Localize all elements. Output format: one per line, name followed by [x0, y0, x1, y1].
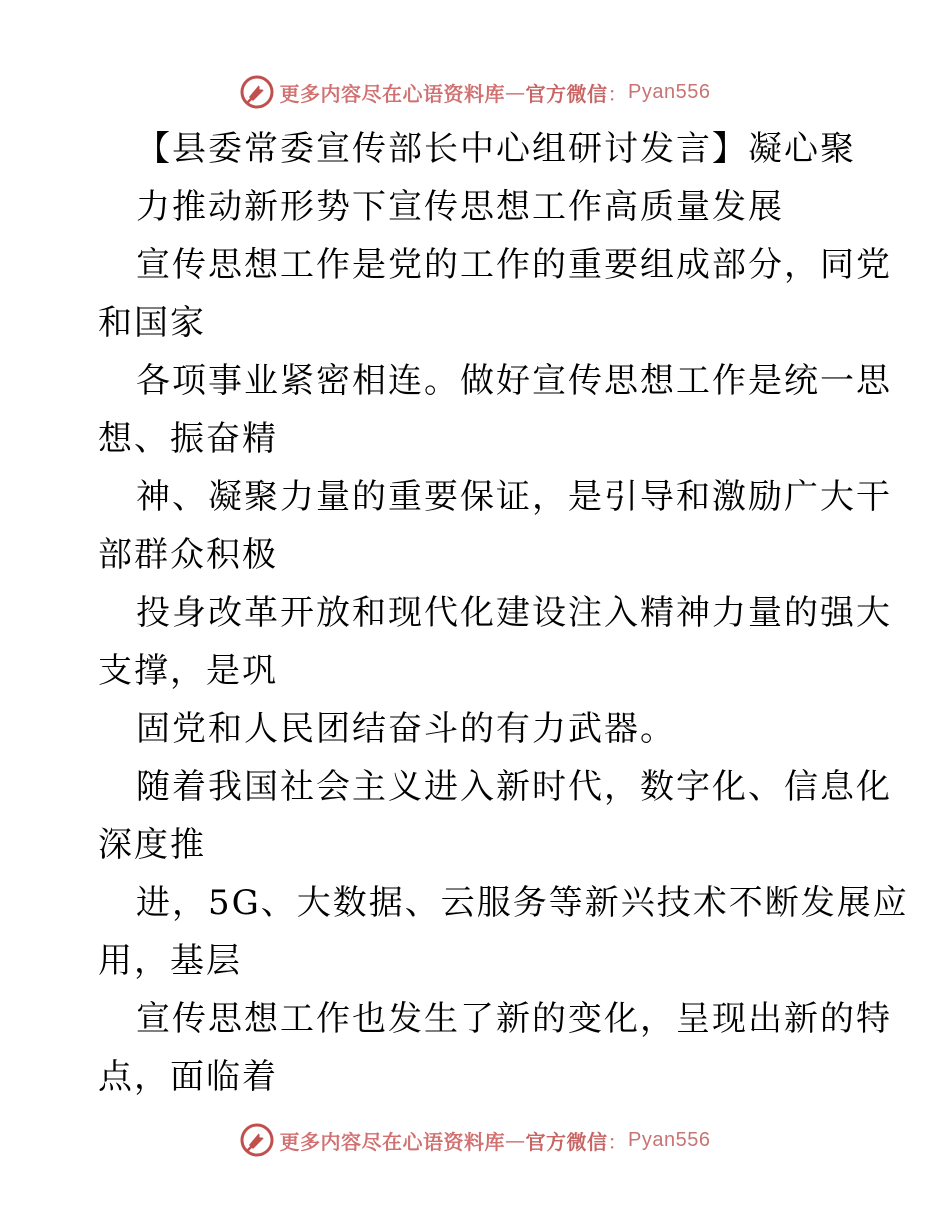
watermark-wechat-id: Pyan556: [628, 1128, 711, 1151]
document-title-line-1: 【县委常委宣传部长中心组研讨发言】凝心聚: [136, 129, 856, 169]
watermark-main-text: 更多内容尽在心语资料库: [279, 81, 506, 106]
paragraph-line: 用，基层: [98, 941, 242, 981]
watermark-banner-bottom: [0, 1120, 950, 1160]
paragraph-line: 点，面临着: [98, 1057, 278, 1097]
watermark-colon: ：: [607, 81, 629, 106]
pen-nib-logo-icon: [240, 75, 274, 109]
document-title-line-2: 力推动新形势下宣传思想工作高质量发展: [136, 187, 784, 227]
paragraph-line: 深度推: [98, 825, 206, 865]
watermark-separator: —: [505, 80, 526, 104]
paragraph-line: 随着我国社会主义进入新时代，数字化、信息化: [136, 767, 892, 807]
watermark-banner-top: [0, 72, 950, 112]
paragraph-line: 和国家: [98, 303, 206, 343]
watermark-brand-text: 官方微信: [525, 1129, 608, 1154]
paragraph-line: 宣传思想工作是党的工作的重要组成部分，同党: [136, 245, 892, 285]
watermark-colon: ：: [607, 1129, 629, 1154]
paragraph-line: 进，5G、大数据、云服务等新兴技术不断发展应: [136, 883, 909, 923]
watermark-separator: —: [505, 1128, 526, 1152]
paragraph-line: 宣传思想工作也发生了新的变化，呈现出新的特: [136, 999, 892, 1039]
paragraph-line: 各项事业紧密相连。做好宣传思想工作是统一思: [136, 361, 892, 401]
paragraph-line: 神、凝聚力量的重要保证，是引导和激励广大干: [136, 477, 892, 517]
watermark-wechat-id: Pyan556: [628, 80, 711, 103]
paragraph-line: 投身改革开放和现代化建设注入精神力量的强大: [136, 593, 892, 633]
paragraph-line: 支撑，是巩: [98, 651, 278, 691]
watermark-main-text: 更多内容尽在心语资料库: [279, 1129, 506, 1154]
paragraph-line: 固党和人民团结奋斗的有力武器。: [136, 709, 676, 749]
pen-nib-logo-icon: [240, 1123, 274, 1157]
watermark-brand-text: 官方微信: [525, 81, 608, 106]
paragraph-line: 部群众积极: [98, 535, 278, 575]
document-body: [98, 120, 909, 1106]
paragraph-line: 想、振奋精: [98, 419, 278, 459]
